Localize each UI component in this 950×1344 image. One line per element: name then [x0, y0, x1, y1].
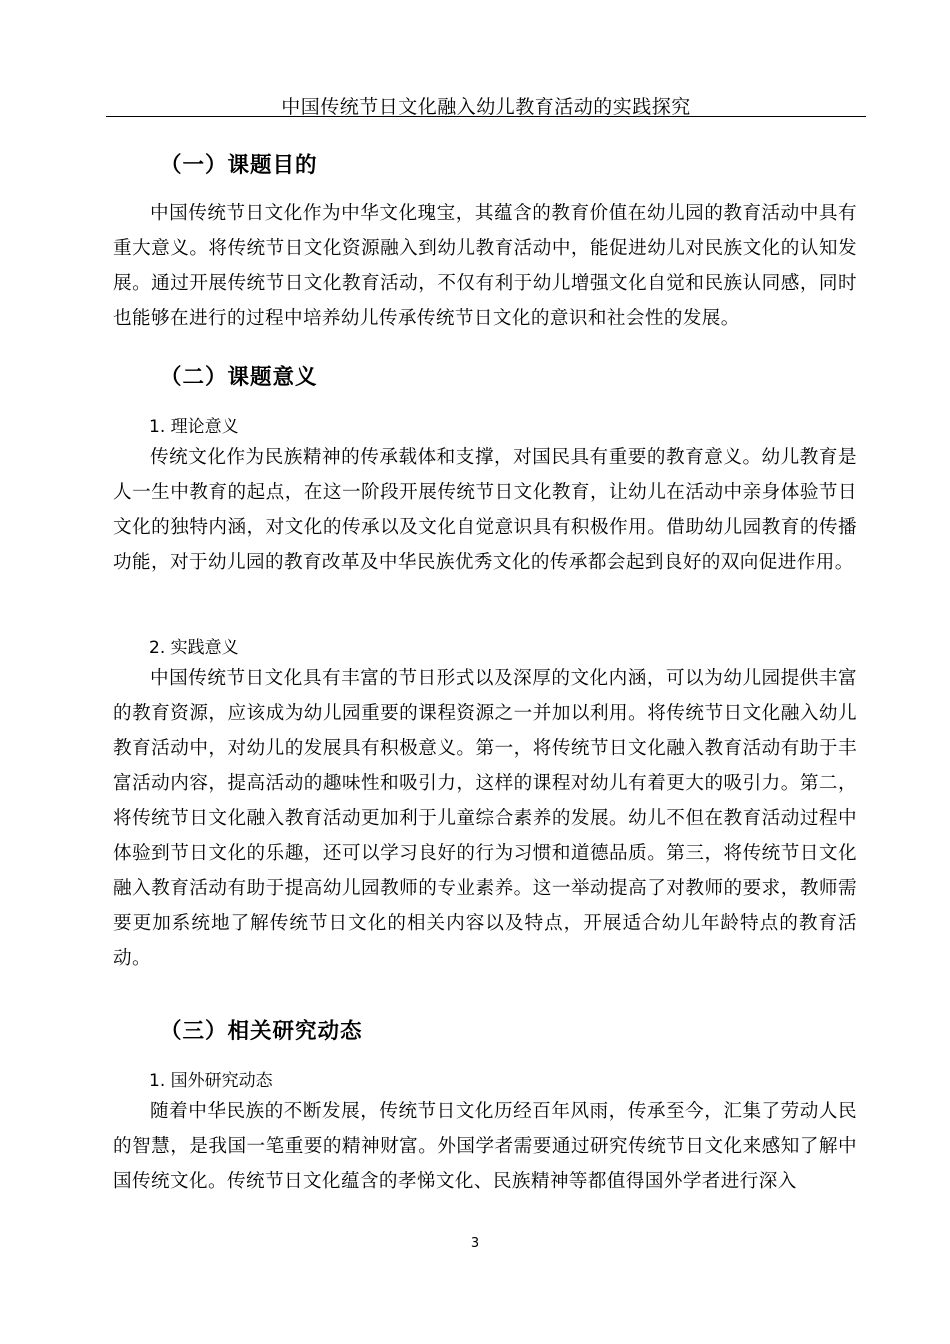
paragraph-theoretical: 传统文化作为民族精神的传承载体和支撑，对国民具有重要的教育意义。幼儿教育是人一生中教育的起点，在这一阶段开展传统节日文化教育，让幼儿在活动中亲身体验节日文化的独特内涵，对文化的传承以及文化自觉意识具有积极作用。借助幼儿园教育的传播功能，对于幼儿园的教育改革及中华民族优秀文化的传承都会起到良好的双向促进作用。 — [113, 447, 857, 573]
running-header: 中国传统节日文化融入幼儿教育活动的实践探究 — [281, 96, 691, 118]
subheading-practical: 2. 实践意义 — [149, 638, 239, 658]
page-number: 3 — [470, 1236, 480, 1251]
subheading-theoretical: 1. 理论意义 — [149, 417, 239, 437]
section-heading-significance: （二）课题意义 — [160, 365, 318, 390]
paragraph-practical: 中国传统节日文化具有丰富的节日形式以及深厚的文化内涵，可以为幼儿园提供丰富的教育资源，应该成为幼儿园重要的课程资源之一并加以利用。将传统节日文化融入幼儿教育活动中，对幼儿的发展具有积极意义。第一，将传统节日文化融入教育活动有助于丰富活动内容，提高活动的趣味性和吸引力，这样的课程对幼儿有着更大的吸引力。第二，将传统节日文化融入教育活动更加利于儿童综合素养的发展。幼儿不但在教育活动过程中体验到节日文化的乐趣，还可以学习良好的行为习惯和道德品质。第三，将传统节日文化融入教育活动有助于提高幼儿园教师的专业素养。这一举动提高了对教师的要求，教师需要更加系统地了解传统节日文化的相关内容以及特点，开展适合幼儿年龄特点的教育活动。 — [113, 668, 857, 969]
section-heading-purpose: （一）课题目的 — [160, 153, 318, 178]
subheading-foreign-research: 1. 国外研究动态 — [149, 1071, 273, 1091]
section-heading-research: （三）相关研究动态 — [160, 1019, 363, 1044]
paragraph-purpose: 中国传统节日文化作为中华文化瑰宝，其蕴含的教育价值在幼儿园的教育活动中具有重大意义。将传统节日文化资源融入到幼儿教育活动中，能促进幼儿对民族文化的认知发展。通过开展传统节日文化教育活动，不仅有利于幼儿增强文化自觉和民族认同感，同时也能够在进行的过程中培养幼儿传承传统节日文化的意识和社会性的发展。 — [113, 203, 857, 329]
paragraph-foreign-research: 随着中华民族的不断发展，传统节日文化历经百年风雨，传承至今，汇集了劳动人民的智慧，是我国一笔重要的精神财富。外国学者需要通过研究传统节日文化来感知了解中国传统文化。传统节日文化蕴含的孝悌文化、民族精神等都值得国外学者进行深入 — [113, 1101, 857, 1192]
